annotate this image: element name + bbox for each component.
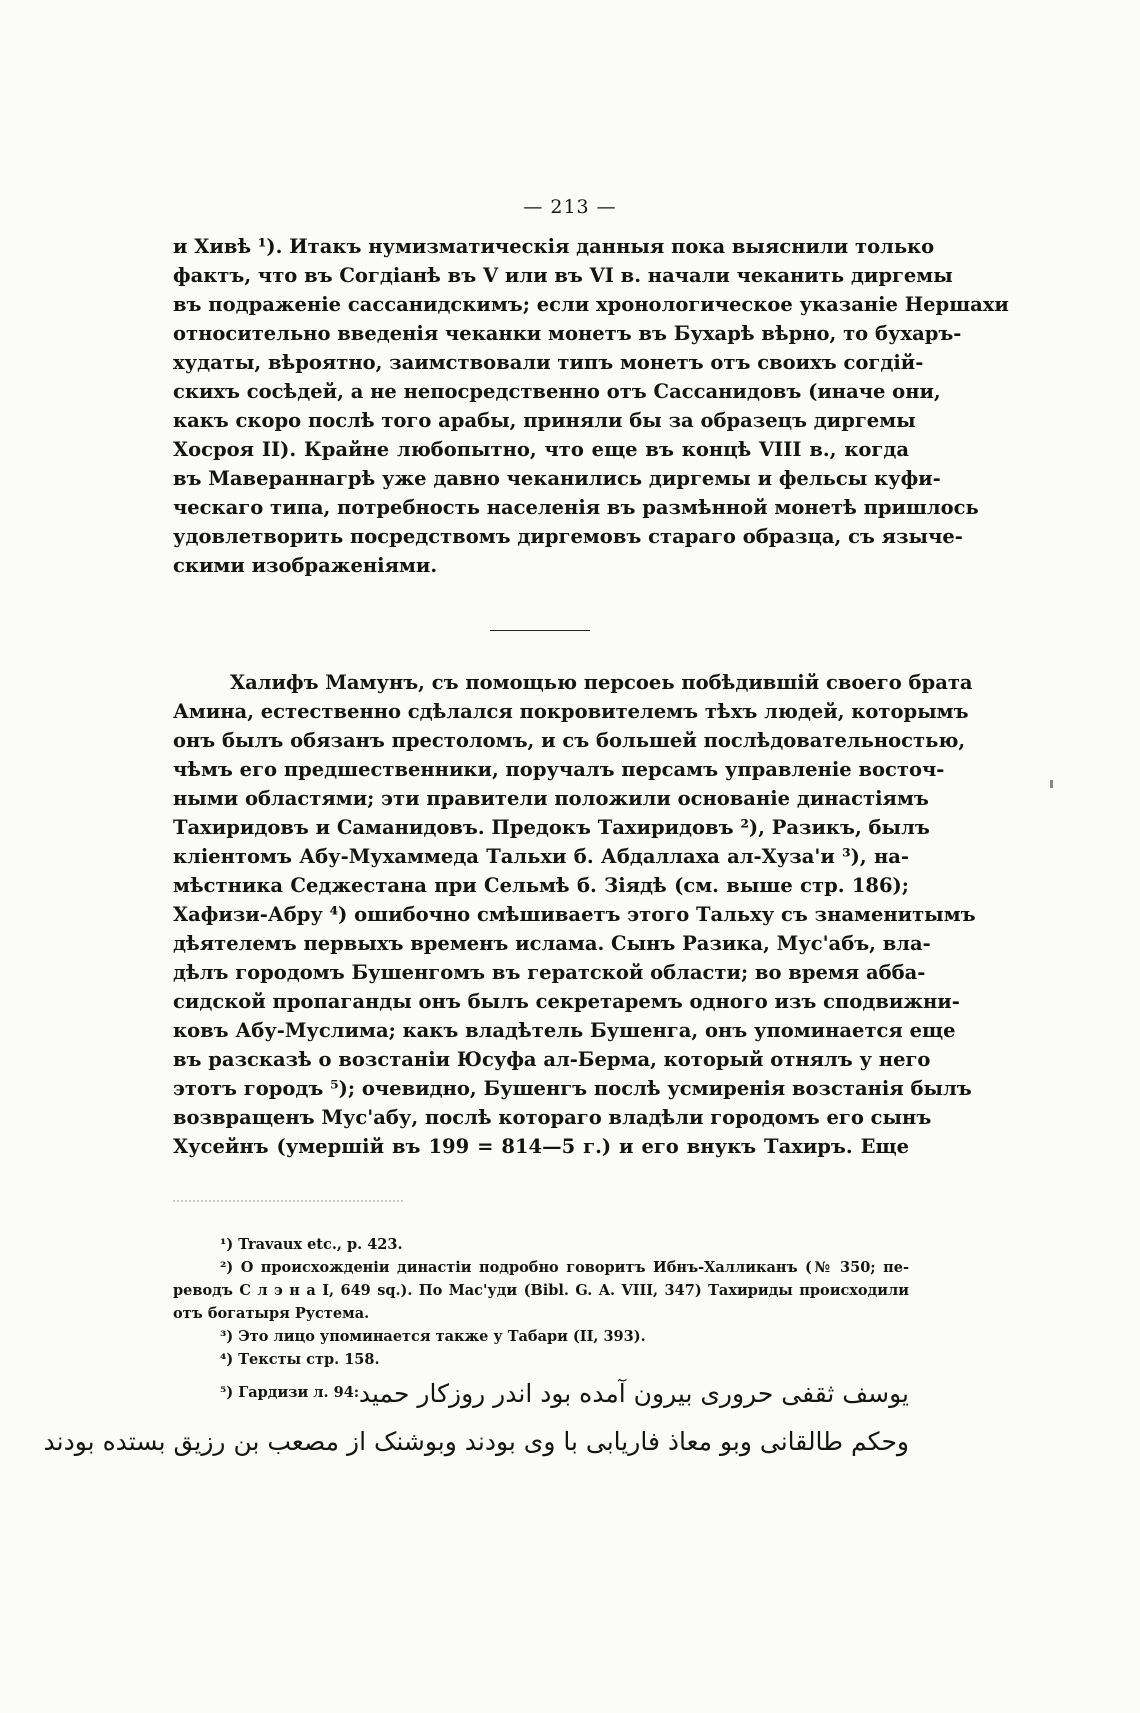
paragraph1-line: Хосроя II). Крайне любопытно, что еще въ концѣ VIII в., когда [173, 438, 909, 461]
paragraph1-line: скими изображеніями. [173, 554, 438, 577]
footnote-2-line-1: ²) О происхожденіи династіи подробно говоритъ Ибнъ-Халликанъ (№ 350; пе- [220, 1259, 909, 1276]
paragraph1-line: какъ скоро послѣ того арабы, приняли бы за образецъ диргемы [173, 409, 916, 432]
paragraph2-line: Тахиридовъ и Саманидовъ. Предокъ Тахиридовъ ²), Разикъ, былъ [173, 816, 930, 839]
paragraph2-line: ными областями; эти правители положили основаніе династіямъ [173, 787, 929, 810]
paragraph2-line: кліентомъ Абу-Мухаммеда Тальхи б. Абдаллаха ал-Хуза'и ³), на- [173, 845, 909, 868]
paragraph2-line: Хафизи-Абру ⁴) ошибочно смѣшиваетъ этого Тальху съ знаменитымъ [173, 903, 976, 926]
paragraph1-line: худаты, вѣроятно, заимствовали типъ монетъ отъ своихъ согдій- [173, 351, 924, 374]
paragraph2-line: дѣлъ городомъ Бушенгомъ въ гератской области; во время абба- [173, 961, 926, 984]
paragraph2-line: возвращенъ Мус'абу, послѣ котораго владѣли городомъ его сынъ [173, 1106, 932, 1129]
footnote-3: ³) Это лицо упоминается также у Табари (II, 393). [220, 1328, 646, 1345]
paragraph2-line: ковъ Абу-Муслима; какъ владѣтель Бушенга, онъ упоминается еще [173, 1019, 956, 1042]
paragraph1-line: удовлетворить посредствомъ диргемовъ стараго образца, съ языче- [173, 525, 963, 548]
paragraph2-line: чѣмъ его предшественники, поручалъ персамъ управленіе восточ- [173, 758, 945, 781]
paragraph2-line: этотъ городъ ⁵); очевидно, Бушенгъ послѣ усмиренія возстанія былъ [173, 1077, 972, 1100]
paragraph2-line: Халифъ Мамунъ, съ помощью персоеь побѣдившій своего брата [230, 671, 973, 694]
paragraph1-line: въ подраженіе сассанидскимъ; если хронологическое указаніе Нершахи [173, 293, 1009, 316]
footnote-2-line-3: отъ богатыря Рустема. [173, 1305, 370, 1322]
paragraph2-line: Хусейнъ (умершій въ 199 = 814—5 г.) и его внукъ Тахиръ. Еще [173, 1135, 909, 1158]
paragraph1-line: ческаго типа, потребность населенія въ размѣнной монетѣ пришлось [173, 496, 979, 519]
paragraph1-line: относительно введенія чеканки монетъ въ Бухарѣ вѣрно, то бухаръ- [173, 322, 962, 345]
footnote-5 [220, 1374, 909, 1414]
paragraph1-line: и Хивѣ ¹). Итакъ нумизматическія данныя пока выяснили только [173, 235, 935, 258]
margin-speck [1050, 780, 1053, 788]
paragraph1-line: въ Мавераннагрѣ уже давно чеканились диргемы и фельсы куфи- [173, 467, 941, 490]
paragraph2-line: Амина, естественно сдѣлался покровителемъ тѣхъ людей, которымъ [173, 700, 969, 723]
paragraph2-line: сидской пропаганды онъ былъ секретаремъ одного изъ сподвижни- [173, 990, 960, 1013]
paragraph2-line: дѣятелемъ первыхъ временъ ислама. Сынъ Разика, Мус'абъ, вла- [173, 932, 931, 955]
footnote-5-arabic-line-1: یوسف ثقفی حروری بیرون آمده بود اندر روزکار حمید [358, 1379, 909, 1408]
bleed-through-marks [173, 1200, 403, 1202]
footnote-5-arabic-line-2: وحکم طالقانی وبو معاذ فاریابی با وی بودند وبوشنک از مصعب بن رزیق بستده بودند [43, 1427, 909, 1456]
section-separator-rule [490, 630, 590, 631]
paragraph2-line: въ разсказѣ о возстаніи Юсуфа ал-Берма, который отнялъ у него [173, 1048, 931, 1071]
footnote-1: ¹) Travaux etc., p. 423. [220, 1236, 403, 1253]
page-number: — 213 — [523, 196, 617, 218]
footnote-2-line-2: реводъ С л э н а I, 649 sq.). По Мас'уди (Bibl. G. A. VIII, 347) Тахириды происходили [173, 1282, 909, 1299]
paragraph2-line: онъ былъ обязанъ престоломъ, и съ большей послѣдовательностью, [173, 729, 966, 752]
paragraph2-line: мѣстника Седжестана при Сельмѣ б. Зіядѣ (см. выше стр. 186); [173, 874, 909, 897]
footnote-4: ⁴) Тексты стр. 158. [220, 1351, 380, 1368]
footnote-5-label: ⁵) Гардизи л. 94: [220, 1384, 360, 1401]
paragraph1-line: скихъ сосѣдей, а не непосредственно отъ Сассанидовъ (иначе они, [173, 380, 941, 403]
paragraph1-line: фактъ, что въ Согдіанѣ въ V или въ VI в. начали чеканить диргемы [173, 264, 953, 287]
